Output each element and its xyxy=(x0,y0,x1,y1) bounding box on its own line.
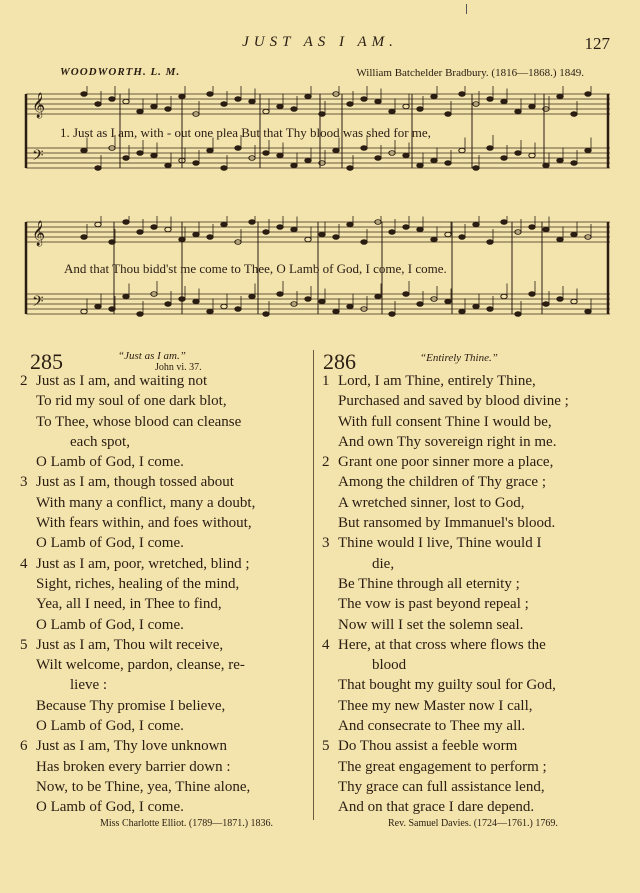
verse-text: Lord, I am Thine, entirely Thine, xyxy=(338,373,536,389)
note-head xyxy=(81,235,87,240)
verse-line xyxy=(20,513,312,533)
verse-line xyxy=(322,452,612,472)
note-head xyxy=(137,151,143,156)
note-head xyxy=(543,302,549,307)
verse-text: Just as I am, Thy love unknown xyxy=(36,738,227,755)
note-head xyxy=(277,153,283,158)
note-head xyxy=(417,227,423,232)
verse-line xyxy=(20,391,312,411)
verse-text: each spot, xyxy=(70,433,130,450)
note-head xyxy=(137,109,143,114)
note-head xyxy=(193,299,199,304)
note-head xyxy=(571,161,577,166)
note-head xyxy=(515,109,521,114)
verse-text: Be Thine through all eternity ; xyxy=(338,575,520,592)
note-head xyxy=(431,94,437,99)
note-head xyxy=(305,297,311,302)
verse-text: With fears within, and foes without, xyxy=(36,515,252,532)
verse-line xyxy=(322,513,612,533)
note-head xyxy=(193,232,199,237)
verse-text: Purchased and saved by blood divine ; xyxy=(338,393,569,410)
hymn-number-286: 286 xyxy=(323,349,356,374)
note-head xyxy=(249,99,255,104)
note-head xyxy=(487,240,493,245)
note-head xyxy=(165,163,171,168)
note-head xyxy=(389,230,395,235)
note-head xyxy=(445,299,451,304)
verse-line xyxy=(20,533,312,553)
note-head xyxy=(361,240,367,245)
note-head xyxy=(221,304,227,309)
verse-text: That bought my guilty soul for God, xyxy=(338,677,556,694)
note-head xyxy=(487,146,493,151)
note-head xyxy=(571,112,577,117)
note-head xyxy=(515,312,521,317)
note-head xyxy=(389,312,395,317)
verse-text: Just as I am, and waiting not xyxy=(36,373,208,389)
verse-line xyxy=(322,493,612,513)
note-head xyxy=(95,304,101,309)
note-head xyxy=(473,222,479,227)
note-head xyxy=(81,148,87,153)
verse-line xyxy=(20,757,312,777)
hymn-285-verses xyxy=(20,371,312,818)
note-head xyxy=(529,292,535,297)
verse-line xyxy=(20,655,312,675)
verse-text: The vow is past beyond repeal ; xyxy=(338,596,529,613)
note-head xyxy=(235,307,241,312)
verse-text: Thy grace can full assistance lend, xyxy=(338,778,545,795)
verse-number: 2 xyxy=(322,454,330,471)
note-head xyxy=(291,163,297,168)
note-head xyxy=(375,99,381,104)
verse-text: lieve : xyxy=(70,677,108,694)
verse-line xyxy=(322,757,612,777)
verse-text: With full consent Thine I would be, xyxy=(338,413,552,430)
verse-text: To rid my soul of one dark blot, xyxy=(36,393,227,410)
note-head xyxy=(137,312,143,317)
note-head xyxy=(291,107,297,112)
note-head xyxy=(333,148,339,153)
note-head xyxy=(249,220,255,225)
note-head xyxy=(137,230,143,235)
note-head xyxy=(123,99,129,104)
note-head xyxy=(207,92,213,97)
verse-text: Just as I am, poor, wretched, blind ; xyxy=(36,555,250,572)
note-head xyxy=(165,227,171,232)
note-head xyxy=(375,294,381,299)
verse-number: 3 xyxy=(322,535,330,552)
note-head xyxy=(207,235,213,240)
verse-line xyxy=(20,472,312,492)
note-head xyxy=(417,107,423,112)
note-head xyxy=(459,309,465,314)
note-head xyxy=(333,309,339,314)
verse-line xyxy=(322,412,612,432)
verse-line xyxy=(20,696,312,716)
verse-line xyxy=(322,635,612,655)
verse-line xyxy=(322,655,612,675)
note-head xyxy=(95,222,101,227)
bass-clef: 𝄢 xyxy=(32,293,44,313)
note-head xyxy=(487,97,493,102)
verse-line xyxy=(20,412,312,432)
note-head xyxy=(571,299,577,304)
note-head xyxy=(501,156,507,161)
verse-text: O Lamb of God, I come. xyxy=(36,454,184,471)
column-divider xyxy=(313,350,314,820)
note-head xyxy=(459,235,465,240)
verse-text: Yea, all I need, in Thee to find, xyxy=(36,596,222,613)
note-head xyxy=(403,104,409,109)
verse-line xyxy=(322,696,612,716)
verse-text: Here, at that cross where flows the xyxy=(338,636,546,653)
verse-line xyxy=(20,371,312,391)
note-head xyxy=(319,299,325,304)
verse-text: And own Thy sovereign right in me. xyxy=(338,433,557,450)
lyrics-line-1: 1. Just as I am, with - out one plea But that Thy blood was shed for me, xyxy=(60,125,431,140)
verse-text: Now, to be Thine, yea, Thine alone, xyxy=(36,778,251,795)
note-head xyxy=(585,148,591,153)
verse-line xyxy=(20,574,312,594)
verse-text: Thine would I live, Thine would I xyxy=(338,535,542,552)
verse-text: O Lamb of God, I come. xyxy=(36,799,184,816)
verse-line xyxy=(20,594,312,614)
verse-text: The great engagement to perform ; xyxy=(338,758,547,775)
note-head xyxy=(403,292,409,297)
note-head xyxy=(473,166,479,171)
verse-number: 4 xyxy=(20,555,28,572)
hymn-286-author: Rev. Samuel Davies. (1724—1761.) 1769. xyxy=(388,818,558,829)
note-head xyxy=(123,156,129,161)
note-head xyxy=(501,220,507,225)
note-head xyxy=(305,94,311,99)
verse-text: A wretched sinner, lost to God, xyxy=(338,494,525,511)
note-head xyxy=(445,232,451,237)
verse-number: 5 xyxy=(322,738,330,755)
verse-line xyxy=(20,777,312,797)
verse-text: Thee my new Master now I call, xyxy=(338,697,533,714)
verse-line xyxy=(322,777,612,797)
note-head xyxy=(431,158,437,163)
note-head xyxy=(501,294,507,299)
note-head xyxy=(459,148,465,153)
verse-text: Because Thy promise I believe, xyxy=(36,697,226,714)
note-head xyxy=(207,148,213,153)
verse-line xyxy=(20,554,312,574)
verse-line xyxy=(20,635,312,655)
note-head xyxy=(249,294,255,299)
verse-text: To Thee, whose blood can cleanse xyxy=(36,413,242,430)
note-head xyxy=(529,153,535,158)
note-head xyxy=(95,102,101,107)
note-head xyxy=(123,220,129,225)
note-head xyxy=(403,225,409,230)
note-head xyxy=(347,102,353,107)
verse-text: Just as I am, Thou wilt receive, xyxy=(36,636,224,653)
verse-number: 2 xyxy=(20,373,28,389)
note-head xyxy=(221,102,227,107)
hymn-number-285: 285 xyxy=(30,349,63,374)
note-head xyxy=(571,232,577,237)
note-head xyxy=(165,302,171,307)
note-head xyxy=(81,309,87,314)
crop-mark xyxy=(466,4,467,14)
note-head xyxy=(151,104,157,109)
tune-name: WOODWORTH. L. M. xyxy=(60,66,181,78)
verse-text: Wilt welcome, pardon, cleanse, re- xyxy=(36,657,245,674)
note-head xyxy=(221,166,227,171)
verse-text: And consecrate to Thee my all. xyxy=(338,718,526,735)
note-head xyxy=(305,237,311,242)
verse-text: Sight, riches, healing of the mind, xyxy=(36,575,240,592)
verse-line xyxy=(322,432,612,452)
verse-line xyxy=(20,452,312,472)
note-head xyxy=(473,304,479,309)
verse-line xyxy=(322,391,612,411)
hymn-286-verses xyxy=(322,371,612,818)
treble-clef: 𝄞 xyxy=(32,220,46,245)
note-head xyxy=(501,99,507,104)
note-head xyxy=(277,225,283,230)
hymn-285-author: Miss Charlotte Elliot. (1789—1871.) 1836. xyxy=(100,818,274,829)
note-head xyxy=(277,104,283,109)
note-head xyxy=(585,309,591,314)
verse-text: Among the children of Thy grace ; xyxy=(338,474,546,491)
note-head xyxy=(361,146,367,151)
note-head xyxy=(221,222,227,227)
verse-number: 3 xyxy=(20,474,28,491)
verse-line xyxy=(322,574,612,594)
note-head xyxy=(151,153,157,158)
verse-text: Has broken every barrier down : xyxy=(36,758,231,775)
note-head xyxy=(263,151,269,156)
note-head xyxy=(333,235,339,240)
note-head xyxy=(417,302,423,307)
note-head xyxy=(109,97,115,102)
note-head xyxy=(445,161,451,166)
verse-line xyxy=(322,797,612,817)
bass-clef: 𝄢 xyxy=(32,147,44,167)
verse-text: die, xyxy=(372,555,395,572)
note-head xyxy=(487,307,493,312)
verse-text: O Lamb of God, I come. xyxy=(36,718,184,735)
tune-composer: William Batchelder Bradbury. (1816—1868.) 1849. xyxy=(356,67,584,79)
note-head xyxy=(151,225,157,230)
verse-line xyxy=(322,371,612,391)
note-head xyxy=(81,92,87,97)
verse-text: Just as I am, though tossed about xyxy=(36,474,234,491)
note-head xyxy=(165,107,171,112)
note-head xyxy=(557,158,563,163)
verse-text: O Lamb of God, I come. xyxy=(36,535,184,552)
note-head xyxy=(263,230,269,235)
note-head xyxy=(305,158,311,163)
note-head xyxy=(431,237,437,242)
verse-number: 4 xyxy=(322,636,330,653)
note-head xyxy=(515,151,521,156)
note-head xyxy=(459,92,465,97)
note-head xyxy=(207,309,213,314)
verse-text: Do Thou assist a feeble worm xyxy=(338,738,518,755)
verse-number: 6 xyxy=(20,738,28,755)
page-title: JUST AS I AM. xyxy=(242,34,398,50)
lyrics-line-2: And that Thou bidd'st me come to Thee, O Lamb of God, I come, I come. xyxy=(64,261,447,276)
verse-line xyxy=(322,594,612,614)
treble-clef: 𝄞 xyxy=(32,92,46,117)
hymn-285-reference: John vi. 37. xyxy=(155,362,202,373)
verse-number: 5 xyxy=(20,636,28,653)
note-head xyxy=(235,97,241,102)
verse-text: And on that grace I dare depend. xyxy=(338,799,535,816)
note-head xyxy=(389,109,395,114)
verse-text: Grant one poor sinner more a place, xyxy=(338,454,554,471)
note-head xyxy=(235,146,241,151)
note-head xyxy=(277,292,283,297)
note-head xyxy=(361,97,367,102)
note-head xyxy=(123,294,129,299)
note-head xyxy=(557,297,563,302)
verse-line xyxy=(20,675,312,695)
verse-text: With many a conflict, many a doubt, xyxy=(36,494,256,511)
note-head xyxy=(529,225,535,230)
note-head xyxy=(543,227,549,232)
verse-line xyxy=(20,432,312,452)
verse-line xyxy=(20,736,312,756)
note-head xyxy=(193,161,199,166)
note-head xyxy=(95,166,101,171)
note-head xyxy=(557,237,563,242)
note-head xyxy=(347,166,353,171)
note-head xyxy=(585,92,591,97)
verse-line xyxy=(322,472,612,492)
verse-line xyxy=(20,615,312,635)
note-head xyxy=(557,94,563,99)
verse-line xyxy=(20,716,312,736)
note-head xyxy=(291,227,297,232)
verse-line xyxy=(322,533,612,553)
verse-line xyxy=(322,716,612,736)
note-head xyxy=(417,163,423,168)
note-head xyxy=(375,156,381,161)
verse-text: blood xyxy=(372,657,407,674)
hymn-286-title: “Entirely Thine.” xyxy=(420,352,498,364)
verse-line xyxy=(20,493,312,513)
verse-line xyxy=(20,797,312,817)
note-head xyxy=(319,232,325,237)
verse-text: But ransomed by Immanuel's blood. xyxy=(338,515,556,532)
page-number: 127 xyxy=(584,34,610,53)
note-head xyxy=(403,153,409,158)
verse-text: Now will I set the solemn seal. xyxy=(338,616,524,633)
verse-line xyxy=(322,615,612,635)
verse-line xyxy=(322,675,612,695)
note-head xyxy=(347,222,353,227)
note-head xyxy=(263,109,269,114)
verse-text: O Lamb of God, I come. xyxy=(36,616,184,633)
note-head xyxy=(263,312,269,317)
verse-line xyxy=(322,736,612,756)
verse-line xyxy=(322,554,612,574)
note-head xyxy=(347,304,353,309)
note-head xyxy=(445,112,451,117)
hymn-285-title: “Just as I am.” xyxy=(118,350,186,362)
note-head xyxy=(529,104,535,109)
verse-number: 1 xyxy=(322,373,330,389)
